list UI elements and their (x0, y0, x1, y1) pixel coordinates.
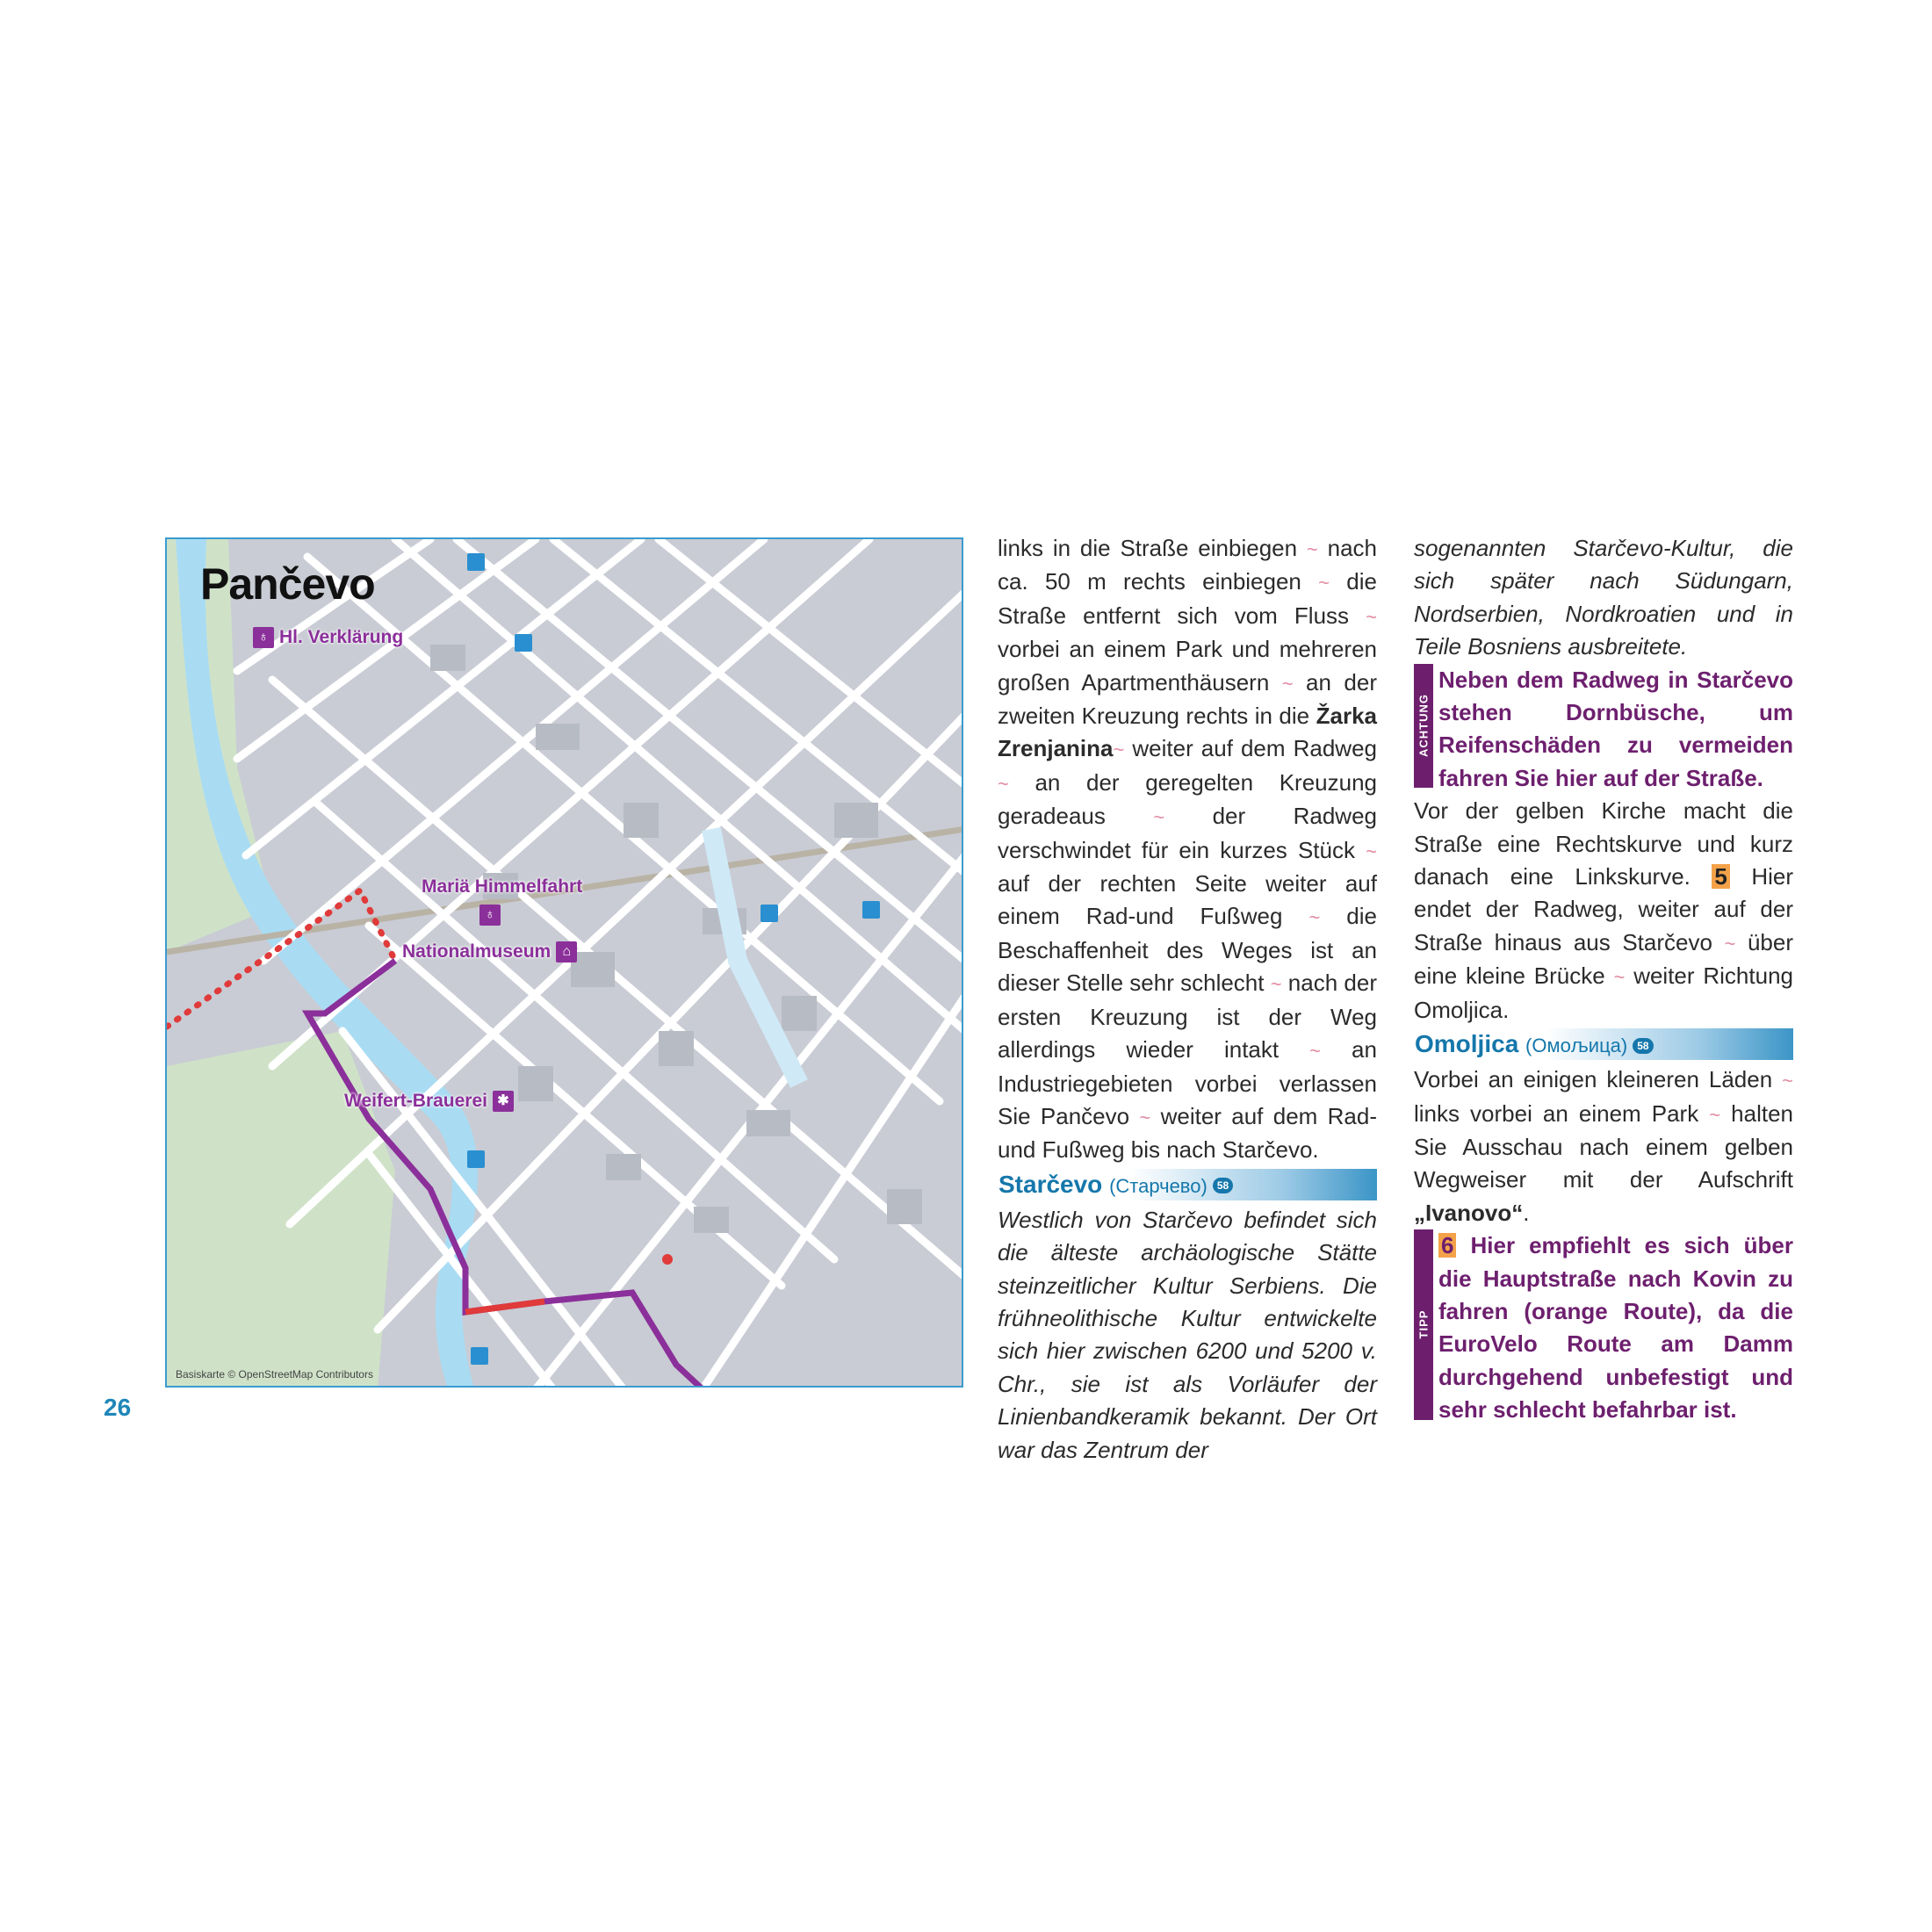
waypoint-number: 6 (1438, 1233, 1456, 1258)
wave-icon: ~ (1270, 973, 1282, 996)
wave-icon: ~ (1724, 932, 1736, 955)
waypoint-number: 5 (1712, 864, 1729, 889)
route-badge: 58 (1213, 1178, 1233, 1193)
wave-icon: ~ (1318, 572, 1330, 595)
poi-mariae-himmelfahrt[interactable] (422, 876, 582, 898)
poi-label: Mariä Himmelfahrt (422, 876, 583, 897)
wave-icon: ~ (998, 772, 1009, 795)
text-column-2 (1414, 532, 1793, 1427)
church-icon: ♁ (253, 627, 274, 648)
tipp-tag: TIPP (1414, 1229, 1433, 1419)
wave-icon: ~ (1782, 1070, 1793, 1092)
page-number: 26 (104, 1394, 132, 1421)
starcevo-description-cont: sogenannten Starčevo-Kultur, die sich später nach Südungarn, Nordserbien, Nordkroatien und in Teile Bosniens ausbreitete. (1414, 535, 1793, 660)
wave-icon: ~ (1139, 1106, 1151, 1128)
museum-icon: ⌂ (556, 941, 577, 962)
wave-icon: ~ (1153, 806, 1165, 829)
poi-nationalmuseum[interactable] (402, 941, 577, 962)
wave-icon: ~ (1613, 966, 1626, 989)
poi-label: Hl. Verklärung (279, 627, 404, 647)
omoljica-paragraph: Vorbei an einigen kleineren Läden ~ links vorbei an einem Park ~ halten Sie Ausschau nach einem gelben Wegweiser mit der Aufschrift „Ivanovo“. (1414, 1066, 1793, 1226)
wave-icon: ~ (1308, 906, 1321, 929)
poi-hl-verklaerung[interactable] (253, 627, 403, 648)
poi-label: Weifert-Brauerei (344, 1091, 487, 1111)
route-badge: 58 (1633, 1038, 1653, 1054)
route-paragraph: links in die Straße einbiegen ~ nach ca. 50 m rechts einbiegen ~ die Straße entfernt sich vom Fluss ~ vorbei an einem Park und mehreren großen Apartmenthäusern ~ an der zweiten Kreuzung rechts in die Žarka Zrenjanina~ weiter auf dem Radweg ~ an der geregelten Kreuzung geradeaus ~ der Radweg verschwindet für ein kurzes Stück ~ auf der rechten Seite weiter auf einem Rad-und Fußweg ~ die Beschaffenheit des Weges ist an dieser Stelle sehr schlecht ~ nach der ersten Kreuzung ist der Weg allerdings wieder intakt ~ an Industriegebieten vorbei verlassen Sie Pančevo ~ weiter auf dem Rad-und Fußweg bis nach Starčevo. (998, 535, 1378, 1164)
city-map[interactable] (165, 537, 963, 1388)
wave-icon: ~ (1113, 739, 1125, 761)
heading-starcevo: Starčevo (Старчево) 58 (995, 1169, 1377, 1200)
wave-icon: ~ (1306, 538, 1318, 560)
route-paragraph-2: Vor der gelben Kirche macht die Straße eine Rechtskurve und kurz danach eine Linkskurve. 5 Hier endet der Radweg, weiter auf der Straße hinaus aus Starčevo ~ über eine kleine Brücke ~ weiter Richtung Omoljica. (1414, 797, 1793, 1023)
brewery-icon: ✱ (493, 1091, 514, 1112)
wave-icon: ~ (1709, 1103, 1721, 1126)
poi-weifert-brauerei[interactable] (344, 1091, 514, 1112)
wave-icon: ~ (1366, 840, 1377, 862)
starcevo-description: Westlich von Starčevo befindet sich die älteste archäologische Stätte steinzeitlicher Kultur Serbiens. Die frühneolithische Kultur entwickelte sich hier zwischen 6200 und 5200 v. Chr., sie ist als Vorläufer der Linienbandkeramik bekannt. Der Ort war das Zentrum der (998, 1206, 1377, 1463)
poi-label: Nationalmuseum (402, 941, 551, 962)
wave-icon: ~ (1309, 1040, 1322, 1063)
tipp-box: TIPP 6 Hier empfiehlt es sich über die Hauptstraße nach Kovin zu fahren (orange Route), da die EuroVelo Route am Damm durchgehend unbefestigt und sehr schlecht befahrbar ist. (1414, 1229, 1793, 1426)
church-icon: ♁ (479, 905, 501, 926)
heading-omoljica: Omoljica (Омољица) 58 (1411, 1028, 1793, 1060)
map-attribution: Basiskarte © OpenStreetMap Contributors (176, 1368, 373, 1381)
text-column-1 (998, 532, 1377, 1467)
wave-icon: ~ (1366, 605, 1377, 628)
achtung-box: ACHTUNG Neben dem Radweg in Starčevo stehen Dornbüsche, um Reifenschäden zu vermeiden fahren Sie hier auf der Straße. (1414, 664, 1793, 796)
wave-icon: ~ (1281, 672, 1294, 695)
achtung-tag: ACHTUNG (1414, 664, 1433, 789)
map-graphic (167, 539, 963, 1388)
map-title: Pančevo (200, 559, 375, 609)
